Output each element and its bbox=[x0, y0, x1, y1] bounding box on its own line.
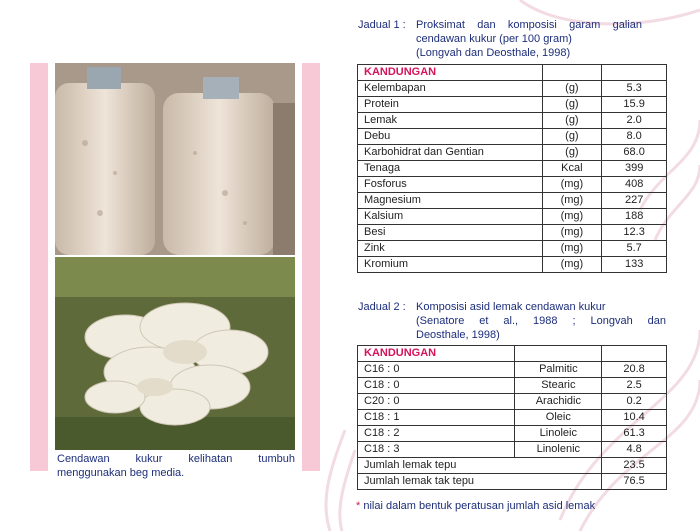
total-label: Jumlah lemak tepu bbox=[358, 458, 602, 474]
photo-caption bbox=[57, 452, 295, 480]
table1-title-line-3: (Longvah dan Deosthale, 1998) bbox=[416, 47, 571, 59]
total-value: 76.5 bbox=[602, 474, 667, 490]
row-unit: (g) bbox=[542, 81, 602, 97]
footnote bbox=[356, 500, 595, 512]
row-name: Protein bbox=[358, 97, 543, 113]
row-value: 68.0 bbox=[602, 145, 667, 161]
row-unit: (mg) bbox=[542, 241, 602, 257]
table-row bbox=[358, 362, 667, 378]
row-name: Kromium bbox=[358, 257, 543, 273]
table1 bbox=[357, 64, 667, 273]
table-row bbox=[358, 193, 667, 209]
table-row bbox=[358, 209, 667, 225]
total-row bbox=[358, 474, 667, 490]
row-code: C18 : 2 bbox=[358, 426, 515, 442]
row-value: 227 bbox=[602, 193, 667, 209]
table2-label: Jadual 2 : bbox=[358, 301, 406, 313]
row-value: 408 bbox=[602, 177, 667, 193]
row-code: C16 : 0 bbox=[358, 362, 515, 378]
table-row bbox=[358, 225, 667, 241]
caption-line-2: menggunakan beg media. bbox=[57, 467, 185, 479]
row-unit: (g) bbox=[542, 129, 602, 145]
table1-header-row bbox=[358, 65, 667, 81]
table-row bbox=[358, 145, 667, 161]
table-row bbox=[358, 97, 667, 113]
row-value: 0.2 bbox=[602, 394, 667, 410]
row-value: 2.0 bbox=[602, 113, 667, 129]
row-value: 4.8 bbox=[602, 442, 667, 458]
row-name: Debu bbox=[358, 129, 543, 145]
table-row bbox=[358, 161, 667, 177]
row-name: Fosforus bbox=[358, 177, 543, 193]
row-value: 15.9 bbox=[602, 97, 667, 113]
row-code: C20 : 0 bbox=[358, 394, 515, 410]
table1-title bbox=[358, 18, 648, 62]
row-name: Tenaga bbox=[358, 161, 543, 177]
row-value: 12.3 bbox=[602, 225, 667, 241]
caption-line-1: Cendawan kukur kelihatan tumbuh bbox=[57, 453, 295, 465]
table2-header-row bbox=[358, 346, 667, 362]
row-name: Zink bbox=[358, 241, 543, 257]
right-pink-bar bbox=[302, 63, 320, 471]
row-unit: (mg) bbox=[542, 209, 602, 225]
table-row bbox=[358, 426, 667, 442]
row-unit: (mg) bbox=[542, 257, 602, 273]
row-acid-name: Oleic bbox=[515, 410, 602, 426]
row-unit: (g) bbox=[542, 97, 602, 113]
total-row bbox=[358, 458, 667, 474]
table1-label: Jadual 1 : bbox=[358, 19, 406, 31]
row-code: C18 : 1 bbox=[358, 410, 515, 426]
table1-title-line-2: cendawan kukur (per 100 gram) bbox=[416, 33, 572, 45]
table-row bbox=[358, 241, 667, 257]
row-value: 133 bbox=[602, 257, 667, 273]
table-row bbox=[358, 257, 667, 273]
table2 bbox=[357, 345, 667, 490]
grow-bags-photo bbox=[55, 63, 295, 255]
footnote-star: * bbox=[356, 500, 361, 512]
table-row bbox=[358, 378, 667, 394]
table-row bbox=[358, 410, 667, 426]
table-row bbox=[358, 113, 667, 129]
row-value: 399 bbox=[602, 161, 667, 177]
row-acid-name: Linoleic bbox=[515, 426, 602, 442]
table2-title-line-1: Komposisi asid lemak cendawan kukur bbox=[416, 301, 606, 313]
footnote-text: nilai dalam bentuk peratusan jumlah asid lemak bbox=[360, 500, 596, 512]
table2-title bbox=[358, 300, 668, 344]
table-row bbox=[358, 81, 667, 97]
row-name: Magnesium bbox=[358, 193, 543, 209]
table-row bbox=[358, 394, 667, 410]
row-value: 8.0 bbox=[602, 129, 667, 145]
row-name: Kelembapan bbox=[358, 81, 543, 97]
total-label: Jumlah lemak tak tepu bbox=[358, 474, 602, 490]
table-row bbox=[358, 442, 667, 458]
row-value: 61.3 bbox=[602, 426, 667, 442]
table2-title-line-2: (Senatore et al., 1988 ; Longvah dan bbox=[416, 315, 666, 327]
table1-header: KANDUNGAN bbox=[358, 65, 543, 81]
row-acid-name: Stearic bbox=[515, 378, 602, 394]
table2-title-line-3: Deosthale, 1998) bbox=[416, 329, 500, 341]
row-unit: (g) bbox=[542, 145, 602, 161]
table-row bbox=[358, 177, 667, 193]
row-value: 10.4 bbox=[602, 410, 667, 426]
row-name: Kalsium bbox=[358, 209, 543, 225]
row-value: 20.8 bbox=[602, 362, 667, 378]
row-acid-name: Linolenic bbox=[515, 442, 602, 458]
row-name: Lemak bbox=[358, 113, 543, 129]
row-code: C18 : 0 bbox=[358, 378, 515, 394]
row-value: 5.3 bbox=[602, 81, 667, 97]
row-unit: (mg) bbox=[542, 225, 602, 241]
row-unit: (mg) bbox=[542, 193, 602, 209]
left-pink-bar bbox=[30, 63, 48, 471]
total-value: 23.5 bbox=[602, 458, 667, 474]
row-acid-name: Palmitic bbox=[515, 362, 602, 378]
row-name: Karbohidrat dan Gentian bbox=[358, 145, 543, 161]
row-unit: (mg) bbox=[542, 177, 602, 193]
table2-header: KANDUNGAN bbox=[358, 346, 515, 362]
row-code: C18 : 3 bbox=[358, 442, 515, 458]
table1-title-line-1: Proksimat dan komposisi garam galian bbox=[416, 19, 642, 31]
row-value: 5.7 bbox=[602, 241, 667, 257]
row-name: Besi bbox=[358, 225, 543, 241]
row-unit: (g) bbox=[542, 113, 602, 129]
row-value: 2.5 bbox=[602, 378, 667, 394]
mushroom-cluster-photo bbox=[55, 257, 295, 450]
table-row bbox=[358, 129, 667, 145]
row-unit: Kcal bbox=[542, 161, 602, 177]
row-acid-name: Arachidic bbox=[515, 394, 602, 410]
row-value: 188 bbox=[602, 209, 667, 225]
